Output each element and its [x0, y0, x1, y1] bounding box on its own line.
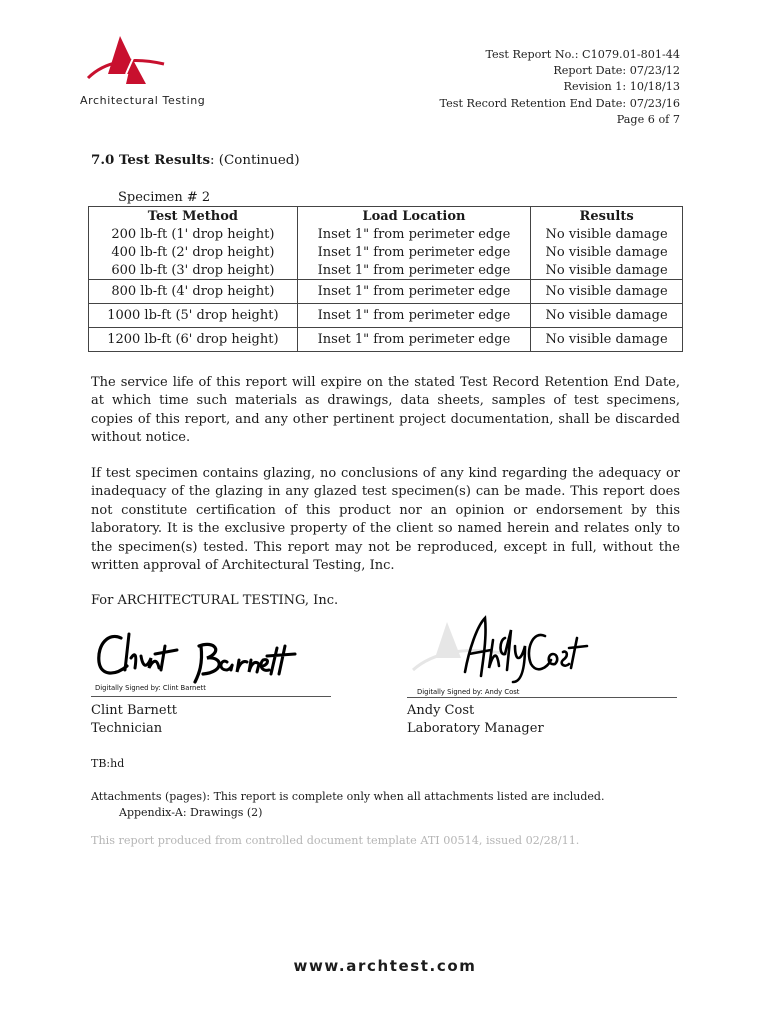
table-row — [89, 280, 683, 304]
cell-load-location: Inset 1" from perimeter edge — [297, 280, 530, 304]
specimen-label: Specimen # 2 — [118, 190, 211, 205]
header-load-location: Load Location — [297, 207, 530, 226]
cell-load-location: Inset 1" from perimeter edge — [297, 243, 530, 261]
attachments-note — [91, 789, 604, 820]
cell-test-method: 200 lb-ft (1' drop height) — [89, 225, 298, 243]
report-header-info — [440, 47, 680, 128]
service-life-paragraph: The service life of this report will expire on the stated Test Record Retention End Date, at which time such materials as drawings, data sheets, samples of test specimens, copies of this report, and any other pertinent project documentation, shall be discarded without notice. — [91, 375, 680, 446]
cell-load-location: Inset 1" from perimeter edge — [297, 328, 530, 352]
signature-block-technician — [91, 624, 331, 744]
attachments-line: Attachments (pages): This report is complete only when all attachments listed are included. — [91, 790, 605, 803]
cell-result: No visible damage — [531, 261, 683, 280]
table-header-row — [89, 207, 683, 226]
retention-end-date: Test Record Retention End Date: 07/23/16 — [439, 96, 680, 110]
company-logo — [78, 34, 218, 112]
signer-title: Laboratory Manager — [407, 721, 544, 736]
typist-initials: TB:hd — [91, 757, 125, 770]
report-date: Report Date: 07/23/12 — [553, 64, 680, 78]
cell-test-method: 1000 lb-ft (5' drop height) — [89, 304, 298, 328]
section-title — [91, 152, 300, 168]
header-test-method: Test Method — [89, 207, 298, 226]
signer-name: Clint Barnett — [91, 703, 178, 718]
template-note: This report produced from controlled document template ATI 00514, issued 02/28/11. — [91, 834, 580, 847]
signature-line — [407, 697, 677, 698]
logo-triangle-icon — [86, 34, 166, 90]
cell-result: No visible damage — [531, 304, 683, 328]
cell-test-method: 600 lb-ft (3' drop height) — [89, 261, 298, 280]
cell-load-location: Inset 1" from perimeter edge — [297, 225, 530, 243]
cell-test-method: 800 lb-ft (4' drop height) — [89, 280, 298, 304]
section-suffix: : (Continued) — [210, 153, 300, 168]
handwritten-signature-andy-cost — [407, 610, 677, 690]
glazing-disclaimer-paragraph: If test specimen contains glazing, no conclusions of any kind regarding the adequacy or inadequacy of the glazing in any glazed test specimen(s) can be made. This report does not constitute certification of this product nor an opinion or endorsement by this laboratory. It is the exclusive property of the client so named herein and relates only to the specimen(s) tested. This report may not be reproduced, except in full, without the written approval of Architectural Testing, Inc. — [91, 466, 680, 574]
cell-load-location: Inset 1" from perimeter edge — [297, 261, 530, 280]
footer-website: www.archtest.com — [293, 957, 477, 975]
header-results: Results — [531, 207, 683, 226]
cell-test-method: 400 lb-ft (2' drop height) — [89, 243, 298, 261]
cell-result: No visible damage — [531, 243, 683, 261]
table-row — [89, 243, 683, 261]
cell-load-location: Inset 1" from perimeter edge — [297, 304, 530, 328]
table-row — [89, 225, 683, 243]
page-number: Page 6 of 7 — [616, 112, 680, 126]
table-row — [89, 328, 683, 352]
signer-title: Technician — [91, 721, 163, 736]
appendix-line: Appendix-A: Drawings (2) — [119, 805, 263, 819]
digital-signature-caption: Digitally Signed by: Andy Cost — [417, 688, 520, 696]
section-number-title: 7.0 Test Results — [91, 152, 211, 168]
cell-result: No visible damage — [531, 280, 683, 304]
signer-name: Andy Cost — [407, 703, 475, 718]
digital-signature-caption: Digitally Signed by: Clint Barnett — [95, 684, 206, 692]
test-results-table — [88, 206, 683, 352]
revision-date: Revision 1: 10/18/13 — [563, 80, 680, 94]
for-company-line: For ARCHITECTURAL TESTING, Inc. — [91, 593, 339, 608]
signature-line — [91, 696, 331, 697]
handwritten-signature-clint-barnett — [91, 624, 331, 688]
cell-result: No visible damage — [531, 328, 683, 352]
signature-block-manager — [407, 610, 677, 744]
table-row — [89, 304, 683, 328]
report-number: Test Report No.: C1079.01-801-44 — [485, 48, 680, 61]
cell-result: No visible damage — [531, 225, 683, 243]
cell-test-method: 1200 lb-ft (6' drop height) — [89, 328, 298, 352]
logo-text: Architectural Testing — [80, 94, 206, 107]
table-row — [89, 261, 683, 280]
